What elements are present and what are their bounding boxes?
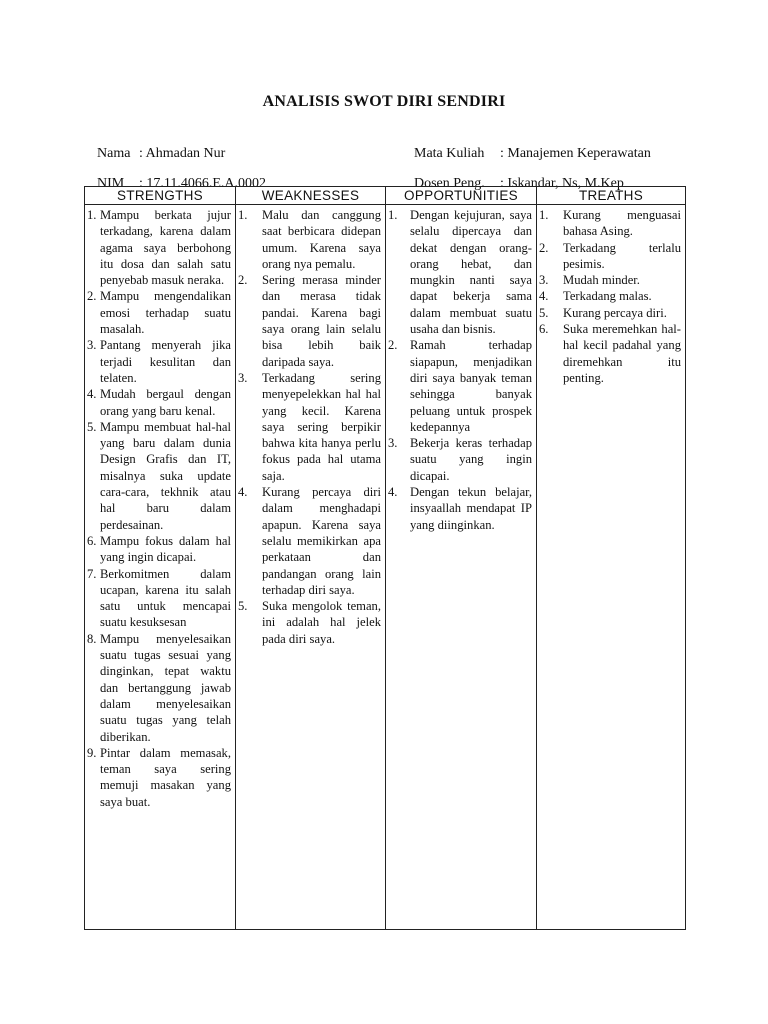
list-item	[388, 207, 532, 337]
list-item-number: 1.	[238, 208, 248, 222]
list-item-text: Terkadang sering menyepelekkan hal hal yang kecil. Karena saya sering berpikir bahwa kita hanya perlu fokus pada hal utama saja.	[262, 370, 381, 483]
weaknesses-cell	[236, 205, 386, 930]
list-item-text: Malu dan canggung saat berbicara didepan umum. Karena saya orang nya pemalu.	[262, 208, 381, 271]
list-item	[238, 370, 381, 484]
header-weaknesses: WEAKNESSES	[236, 187, 386, 205]
list-item-number: 4.	[87, 387, 97, 402]
list-item-text: Kurang percaya diri dalam menghadapi apapun. Karena saya selalu memikirkan apa perkataan dan pandangan orang lain terhadap diri saya.	[262, 485, 381, 597]
strengths-list	[87, 207, 231, 810]
list-item-number: 2.	[87, 289, 97, 304]
list-item	[238, 484, 381, 598]
list-item-number: 6.	[87, 533, 97, 548]
list-item	[539, 207, 681, 240]
list-item	[87, 288, 231, 337]
list-item-number: 8.	[87, 631, 97, 646]
list-item-text: Suka meremehkan hal-hal kecil padahal yang diremehkan itu penting.	[563, 322, 681, 385]
opportunities-list	[388, 207, 532, 533]
list-item	[87, 745, 231, 810]
list-item-text: Suka mengolok teman, ini adalah hal jelek pada diri saya.	[262, 599, 381, 646]
list-item-number: 2.	[539, 240, 549, 255]
list-item-number: 3.	[539, 273, 549, 288]
list-item	[388, 484, 532, 533]
list-item	[238, 598, 381, 647]
list-item-text: Kurang menguasai bahasa Asing.	[563, 208, 681, 239]
list-item	[87, 386, 231, 419]
list-item-number: 7.	[87, 566, 97, 581]
list-item	[87, 566, 231, 631]
list-item	[87, 337, 231, 386]
list-item-text: Dengan kejujuran, saya selalu dipercaya dan dekat dengan orang-orang hebat, dan mungkin nanti saya dapat bekerja sama dalam membuat suatu usaha dan bisnis.	[410, 208, 532, 337]
list-item-number: 4.	[238, 485, 248, 500]
list-item-number: 6.	[539, 322, 549, 337]
page-title: ANALISIS SWOT DIRI SENDIRI	[262, 93, 506, 110]
list-item	[388, 337, 532, 435]
list-item-text: Mudah bergaul dengan orang yang baru kenal.	[100, 387, 231, 418]
list-item-number: 5.	[87, 419, 97, 434]
lecturer-value: : Iskandar, Ns, M.Kep	[500, 176, 624, 191]
nim-value: : 17.11.4066.E.A.0002	[139, 176, 267, 191]
course-row	[407, 130, 651, 162]
header-threats: TREATHS	[537, 187, 686, 205]
list-item-number: 1.	[388, 208, 398, 222]
list-item-text: Mampu membuat hal-hal yang baru dalam dunia Design Grafis dan IT, misalnya suka update cara-cara, tekhnik atau hal baru dalam perdesainan.	[100, 419, 231, 532]
list-item-text: Mampu fokus dalam hal yang ingin dicapai.	[100, 533, 231, 565]
name-row	[90, 130, 225, 162]
list-item-text: Mampu mengendalikan emosi terhadap suatu masalah.	[100, 289, 231, 337]
threats-list	[539, 207, 681, 386]
name-label: Nama	[97, 146, 131, 161]
list-item-text: Pantang menyerah jika terjadi kesulitan dan telaten.	[100, 338, 231, 385]
list-item-text: Mampu menyelesaikan suatu tugas sesuai yang dinginkan, tepat waktu dan bertanggung jawab dalam menyelesaikan suatu tugas yang telah diberikan.	[100, 631, 231, 744]
list-item-text: Berkomitmen dalam ucapan, karena itu salah satu untuk mencapai suatu kesuksesan	[100, 566, 231, 630]
list-item	[238, 207, 381, 272]
list-item-text: Pintar dalam memasak, teman saya sering memuji masakan yang saya buat.	[100, 745, 231, 809]
header-strengths: STRENGTHS	[85, 187, 236, 205]
strengths-cell	[85, 205, 236, 930]
lecturer-label: Dosen Peng.	[414, 176, 485, 191]
list-item-number: 2.	[238, 273, 248, 288]
list-item-number: 9.	[87, 745, 97, 760]
list-item-number: 1.	[87, 208, 97, 222]
list-item-text: Ramah terhadap siapapun, menjadikan diri saya banyak teman sehingga banyak peluang untuk prospek kedepannya	[410, 338, 532, 434]
list-item-text: Kurang percaya diri.	[563, 305, 667, 320]
list-item-number: 5.	[539, 305, 549, 320]
swot-table	[84, 186, 686, 930]
list-item-text: Mampu berkata jujur terkadang, karena dalam agama saya berbohong itu dosa dan salah satu penyebab masuk neraka.	[100, 208, 231, 288]
list-item	[87, 207, 231, 288]
header-opportunities: OPPORTUNITIES	[386, 187, 537, 205]
list-item-number: 3.	[388, 436, 398, 451]
list-item	[388, 435, 532, 484]
list-item-text: Terkadang terlalu pesimis.	[563, 240, 681, 271]
swot-body-row	[85, 205, 686, 930]
list-item	[539, 288, 681, 304]
list-item-number: 3.	[87, 338, 97, 353]
list-item-number: 5.	[238, 599, 248, 614]
list-item-number: 3.	[238, 370, 248, 385]
list-item-text: Bekerja keras terhadap suatu yang ingin dicapai.	[410, 436, 532, 483]
threats-cell	[537, 205, 686, 930]
weaknesses-list	[238, 207, 381, 647]
list-item-text: Mudah minder.	[563, 273, 640, 288]
nim-label: NIM	[97, 176, 125, 191]
list-item	[87, 533, 231, 566]
opportunities-cell	[386, 205, 537, 930]
list-item	[87, 631, 231, 745]
list-item	[539, 272, 681, 288]
list-item-number: 4.	[388, 485, 398, 500]
swot-header-row	[85, 187, 686, 205]
list-item-text: Dengan tekun belajar, insyaallah mendapat IP yang diinginkan.	[410, 485, 532, 532]
list-item-text: Sering merasa minder dan merasa tidak pandai. Karena bagi saya orang lain selalu bisa lebih baik daripada saya.	[262, 273, 381, 369]
list-item	[539, 305, 681, 321]
list-item-number: 2.	[388, 338, 398, 353]
course-value: : Manajemen Keperawatan	[500, 146, 651, 161]
course-label: Mata Kuliah	[414, 146, 485, 161]
list-item-number: 4.	[539, 289, 549, 304]
list-item	[539, 321, 681, 386]
list-item-number: 1.	[539, 208, 549, 222]
list-item	[539, 240, 681, 273]
name-value: : Ahmadan Nur	[139, 146, 226, 161]
list-item-text: Terkadang malas.	[563, 289, 652, 304]
list-item	[238, 272, 381, 370]
list-item	[87, 419, 231, 533]
